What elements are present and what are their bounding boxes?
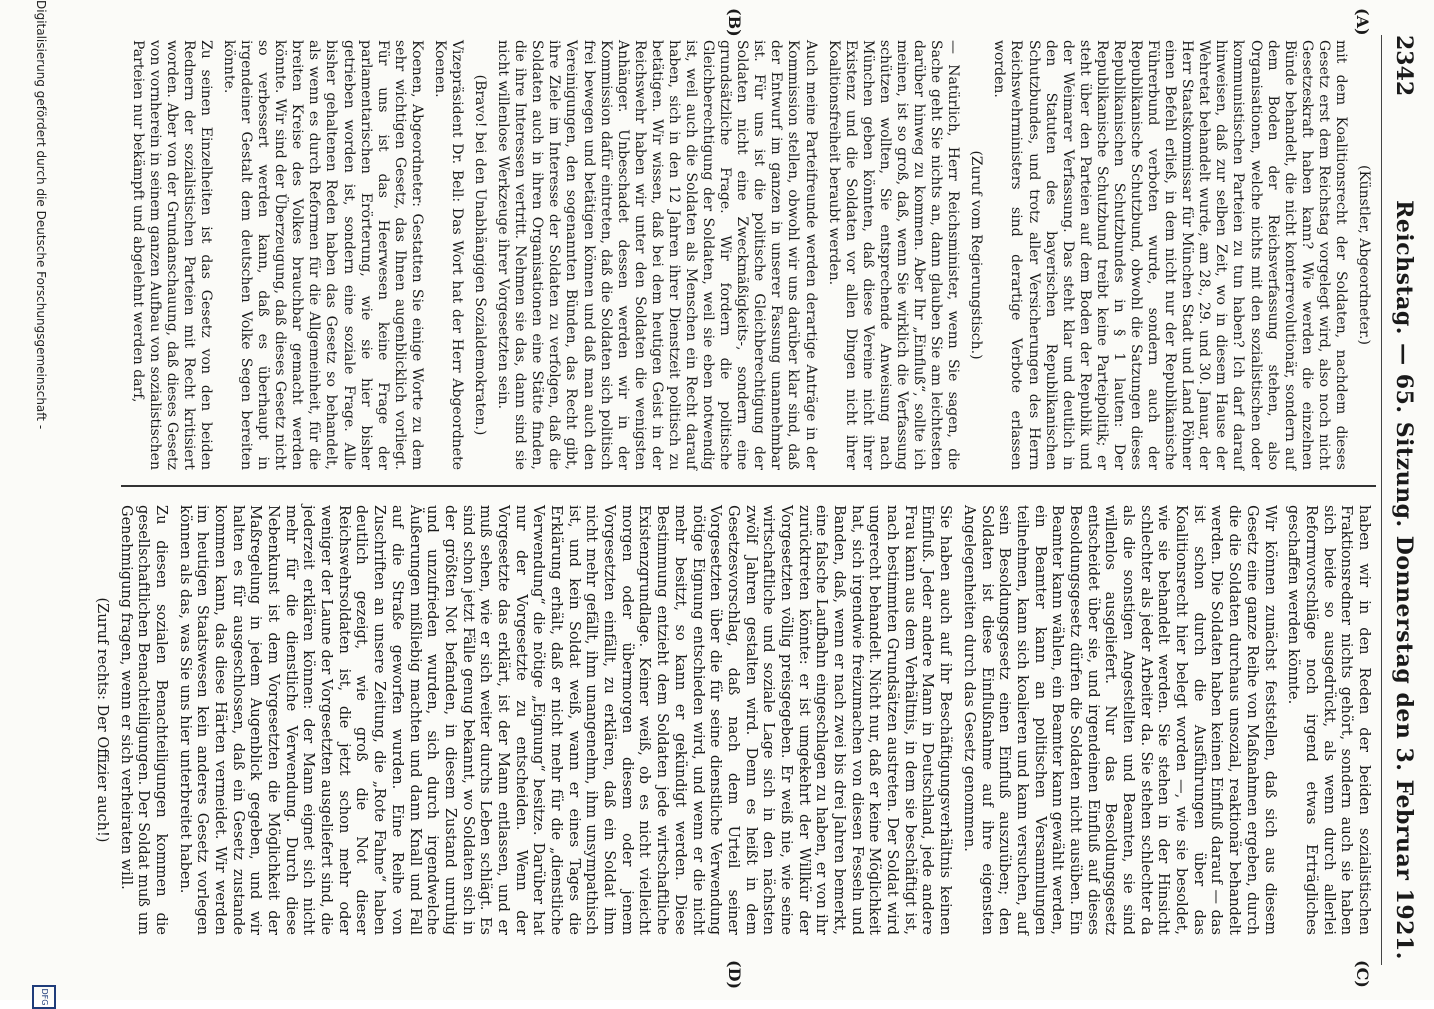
interjection: (Zuruf rechts: Der Offizier auch!) xyxy=(93,597,110,843)
interjection: (Bravo! bei den Unabhängigen Sozialdemokraten.) xyxy=(472,74,489,436)
rotated-page xyxy=(24,0,1434,1006)
paragraph: Wir können zunächst feststellen, daß sich aus diesem Gesetz eine ganze Reihe von Maßnahmen ergeben, durch die die Soldaten durchaus unsozial, reaktionär behandelt werden. Die Soldaten haben keinen Einfluß darauf — das ist schon durch die Ausführungen über das Koalitionsrecht hier belegt worden —, wie sie besoldet, wie sie behandelt werden. Sie stehen in der Hinsicht schlechter als jeder Arbeiter da. Sie stehen schlechter da als die sonstigen Angestellten und Beamten, sie sind willenlos ausgeliefert. Nur das Besoldungsgesetz entscheidet über sie, und irgendeinen Einfluß auf dieses Besoldungsgesetz dürfen die Soldaten nicht ausüben. Ein Beamter kann wählen, ein Beamter kann gewählt werden, ein Beamter kann an politischen Versammlungen teilnehmen, kann sich koalieren und kann versuchen, auf sein Besoldungsgesetz einen Einfluß auszuüben; den Soldaten ist diese Einflußnahme auf ihre eigensten Angelegenheiten durch das Gesetz genommen. xyxy=(960,505,1278,935)
page-header xyxy=(1385,35,1419,965)
paragraph: Sie haben auch auf ihr Beschäftigungsverhältnis keinen Einfluß. Jeder andere Mann in Deutschland, jede andere Frau kann aus dem Verhältnis, in dem sie beschäftigt ist, nach bestimmten Grundsätzen austreten. Der Soldat wird ungerecht behandelt. Nicht nur, daß er keine Möglichkeit hat, sich irgendwie freizumachen von diesen Fesseln und Banden, daß, wenn er nach zwei bis drei Jahren bemerkt, eine falsche Laufbahn eingeschlagen zu haben, er von ihr zurücktreten könnte: er ist umgekehrt der Willkür der Vorgesetzten völlig preisgegeben. Er weiß nie, wie seine wirtschaftliche und soziale Lage sich in den nächsten zwölf Jahren gestalten wird. Denn es heißt in dem Gesetzesvorschlag, daß nach dem Urteil seiner Vorgesetzten über die für seine dienstliche Verwendung nötige Eignung entschieden wird, und wenn er die nicht mehr besitzt, so kann er gekündigt werden. Diese Bestimmung entzieht dem Soldaten jede wirtschaftliche Existenzgrundlage. Keiner weiß, ob es nicht vielleicht morgen oder übermorgen diesem oder jenem Vorgesetzten einfällt, zu erklären, daß ein Soldat ihm nicht mehr gefällt, ihm unangenehm, ihm unsympathisch ist, und kein Soldat weiß, wann er eines Tages die Erklärung erhält, daß er nicht mehr für die „dienstliche Verwendung“ die nötige „Eignung“ besitze. Darüber hat nur der Vorgesetzte zu entscheiden. Wenn der Vorgesetzte das erklärt, ist der Mann entlassen, und er muß sehen, wie er sich weiter durchs Leben schlägt. Es sind schon jetzt Fälle genug bekannt, wo Soldaten sich in der größten Not befanden, in diesem Zustand unruhig und unzufrieden wurden, sich durch irgendwelche Äußerungen mißliebig machten und dann Knall und Fall auf die Straße geworfen wurden. Eine Reihe von Zuschriften an unsere Zeitung, die „Rote Fahne“ haben deutlich gezeigt, wie groß die Not dieser Reichswehrsoldaten ist, die jetzt schon mehr oder weniger der Laune der Vorgesetzten ausgeliefert sind, die jederzeit erklären können: der Mann eignet sich nicht mehr für die dienstliche Verwendung. Durch diese Nebenkunst ist dem Vorgesetzten die Möglichkeit der Maßregelung in jedem Augenblick gegeben, und wir halten es für ausgeschlossen, daß ein Gesetz zustande kommen kann, das diese Härten vermeidet. Wir werden im heutigen Staatswesen kein anderes Gesetz vorlegen können als das, was Sie uns hier unterbreitet haben. xyxy=(176,505,954,935)
paragraph: Vizepräsident Dr. Bell: Das Wort hat der Herr Abgeordnete Koenen. xyxy=(431,40,466,470)
margin-marker-a: (A) xyxy=(1353,8,1372,36)
margin-marker-b: (B) xyxy=(725,8,744,37)
digitization-credit: Digitalisierung gefördert durch die Deutsche Forschungsgemeinschaft - xyxy=(34,0,48,430)
margin-marker-c: (C) xyxy=(1353,960,1372,988)
paragraph: Auch meine Parteifreunde werden derartige Anträge in der Kommission stellen, obwohl wir uns darüber klar sind, daß der Entwurf im ganzen in unserer Fassung unannehmbar ist. Für uns ist die politische Gleichberechtigung der Soldaten nicht eine Zweckmäßigkeits-, sondern eine grundsätzliche Frage. Wir fordern die politische Gleichberechtigung der Soldaten, weil sie eben notwendig ist, weil auch die Soldaten als Menschen ein Recht darauf haben, sich in den 12 Jahren ihrer Dienstzeit politisch zu betätigen. Wir wissen, daß bei dem heutigen Geist in der Reichswehr haben wir unter den Soldaten die wenigsten Anhänger. Unbeschadet dessen werden wir in der Kommission dafür eintreten, daß die Soldaten sich politisch frei bewegen und betätigen können und daß man auch den Vereinigungen, den sogenannten Bünden, das Recht gibt, ihre Ziele im Interesse der Soldaten zu verfolgen, daß die Soldaten auch in ihren Organisationen eine Stätte finden, die ihre Interessen vertritt. Nehmen sie das, dann sind sie nicht willenlose Werkzeuge ihrer Vorgesetzten sein. xyxy=(495,40,819,470)
paragraph: Zu diesen sozialen Benachteiligungen kommen die gesellschaftlichen Benachteiligungen. Der Soldat muß um Genehmigung fragen, wenn er sich verheiraten will. xyxy=(117,505,169,935)
margin-marker-d: (D) xyxy=(725,960,744,990)
paragraph: Koenen, Abgeordneter: Gestatten Sie einige Worte zu dem sehr wichtigen Gesetz, das Ihnen augenblicklich vorliegt. Für uns ist das Heerwesen keine Frage der parlamentarischen Erörterung, wie sie hier bisher getrieben worden ist, sondern eine soziale Frage. Alle bisher gehaltenen Reden haben das Gesetz so behandelt, als wenn es durch Reformen für die Allgemeinheit, für die breiten Kreise des Volkes brauchbar gemacht werden könnte. Wir sind der Überzeugung, daß dieses Gesetz nicht so verbessert werden kann, daß es überhaupt in irgendeiner Gestalt dem deutschen Volke Segen bereiten könnte. xyxy=(221,40,425,470)
page-number: 2342 xyxy=(1391,35,1417,97)
paragraph: mit dem Koalitionsrecht der Soldaten, nachdem dieses Gesetz erst dem Reichstag vorgelegt wird, also noch nicht Gesetzeskraft haben kann? Wie werden die einzelnen Bünde behandelt, die nicht konterrevolutionär, sondern auf dem Boden der Reichsverfassung stehen, also Organisationen, welche nichts mit den sozialistischen oder kommunistischen Parteien zu tun haben? Ich darf darauf hinweisen, daß zur selben Zeit, wo in diesem Hause der Wehretat behandelt wurde, am 28., 29. und 30. Januar, der Herr Staatskommissar für München Stadt und Land Pöhner einen Befehl erließ, in dem nicht nur der Republikanische Führerbund verboten wurde, sondern auch der Republikanische Schutzbund, obwohl die Satzungen dieses Republikanischen Schutzbundes in § 1 lauten: Der Republikanische Schutzbund treibt keine Parteipolitik; er steht über den Parteien auf dem Boden der Republik und der Weimarer Verfassung. Das steht klar und deutlich in den Statuten des bayerischen Republikanischen Schutzbundes, und trotz aller Versicherungen des Herrn Reichswehrministers sind derartige Verbote erlassen worden. xyxy=(991,40,1349,470)
running-title: Reichstag. — 65. Sitzung. Donnerstag den 3. Februar 1921. xyxy=(1391,200,1417,960)
paragraph: Zu seinen Einzelheiten ist das Gesetz von den beiden Rednern der sozialistischen Parteien mit Recht kritisiert worden. Aber von der Grundanschauung, daß dieses Gesetz von vornherein in seinem ganzen Aufbau von sozialistischen Parteien nur bekämpft und abgelehnt werden darf, xyxy=(129,40,214,470)
interjection: (Zuruf vom Regierungstisch.) xyxy=(968,150,985,360)
speaker-label: (Künstler, Abgeordneter.) xyxy=(1356,165,1372,345)
paragraph: — Natürlich, Herr Reichsminister, wenn Sie sagen, die Sache geht Sie nichts an, dann glauben Sie am leichtesten darüber hinweg zu kommen. Aber Ihr „Einfluß“, sollte ich meinen, ist so groß, daß, wenn Sie wirklich die Verfassung schützen wollten, Sie entsprechende Anweisung nach München geben könnten, daß diese Vereine nicht ihrer Existenz und die Soldaten vor allen Dingen nicht ihrer Koalitionsfreiheit beraubt werden. xyxy=(825,40,962,470)
paragraph: haben wir in den Reden der beiden sozialistischen Fraktionsredner nichts gehört, sondern auch sie haben sich beide so ausgedrückt, als wenn durch allerlei Reformvorschläge noch irgend etwas Erträgliches geschaffen werden könnte. xyxy=(1285,505,1372,935)
dfg-logo xyxy=(32,985,56,1009)
page-footer xyxy=(26,0,56,1006)
left-column xyxy=(123,40,1372,470)
dfg-logo-text: DFG xyxy=(40,988,49,1006)
column-divider xyxy=(121,485,1376,487)
header-rule xyxy=(1381,35,1382,965)
right-column xyxy=(86,505,1372,935)
